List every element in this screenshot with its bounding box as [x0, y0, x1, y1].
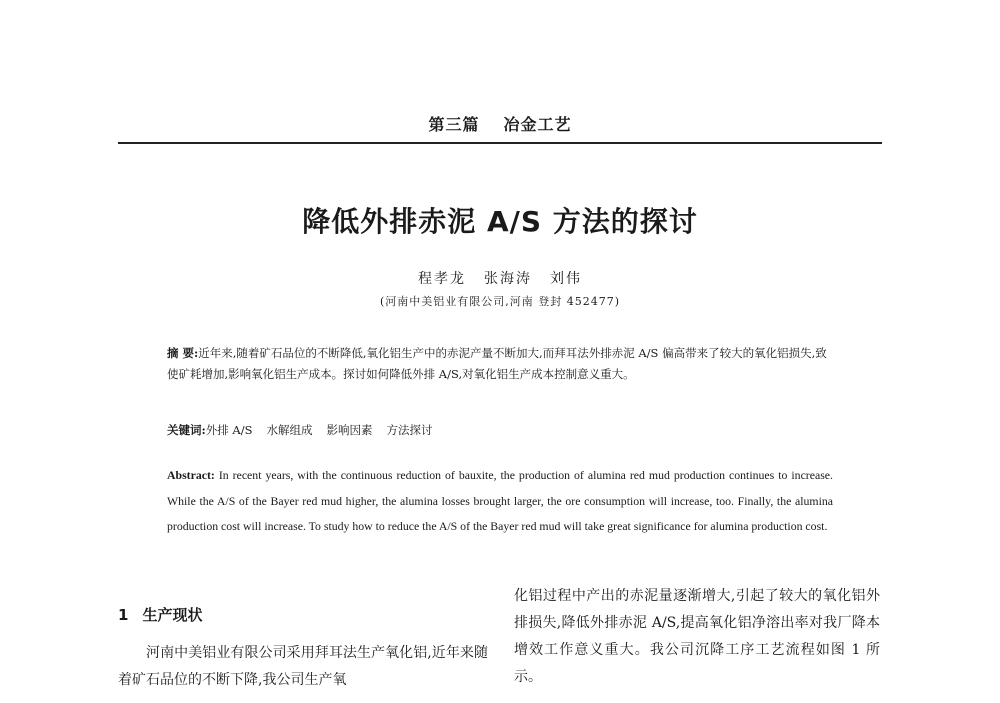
paper-title: 降低外排赤泥 A/S 方法的探讨 — [302, 205, 698, 238]
author-list — [0, 268, 1000, 288]
keywords — [167, 420, 833, 440]
author-name: 刘伟 — [550, 271, 582, 287]
affiliation: (河南中美铝业有限公司,河南 登封 452477) — [379, 295, 621, 308]
section-title: 生产现状 — [142, 606, 203, 624]
chinese-abstract — [167, 343, 833, 385]
author-name: 程孝龙 — [418, 271, 466, 287]
keyword: 外排 A/S — [205, 423, 253, 437]
section-name-label: 冶金工艺 — [503, 115, 572, 134]
section-heading — [118, 604, 202, 625]
keyword: 方法探讨 — [386, 423, 433, 437]
body-column-left: 河南中美铝业有限公司采用拜耳法生产氧化铝,近年来随着矿石品位的不断下降,我公司生产氧 — [118, 645, 488, 688]
body-column-right: 化铝过程中产出的赤泥量逐渐增大,引起了较大的氧化铝外排损失,降低外排赤泥 A/S,提高氧化铝净溶出率对我厂降本增效工作意义重大。我公司沉降工序工艺流程如图 1 所示。 — [514, 588, 880, 685]
keywords-label: 关键词: — [167, 423, 206, 437]
abstract-en-text: In recent years, with the continuous reduction of bauxite, the production of alumina red mud production continues to increase. While the A/S of the Bayer red mud higher, the alumina losses brought larger, the ore consumption will increase, too. Finally, the alumina production cost will increase. To study how to reduce the A/S of the Bayer red mud will take great significance for alumina production cost. — [167, 468, 833, 533]
author-name: 张海涛 — [484, 271, 532, 287]
abstract-label: 摘 要: — [167, 346, 199, 360]
keyword: 水解组成 — [266, 423, 313, 437]
abstract-text: 近年来,随着矿石品位的不断降低,氧化铝生产中的赤泥产量不断加大,而拜耳法外排赤泥 A/S 偏高带来了较大的氧化铝损失,致使矿耗增加,影响氧化铝生产成本。探讨如何降低外排 A/S,对氧化铝生产成本控制意义重大。 — [167, 346, 827, 381]
keyword: 影响因素 — [326, 423, 373, 437]
section-number: 1 — [118, 606, 129, 624]
section-part-label: 第三篇 — [428, 115, 480, 134]
running-section-header — [0, 112, 1000, 135]
english-abstract — [167, 463, 833, 540]
abstract-en-label: Abstract: — [167, 468, 215, 482]
header-divider — [118, 142, 882, 144]
